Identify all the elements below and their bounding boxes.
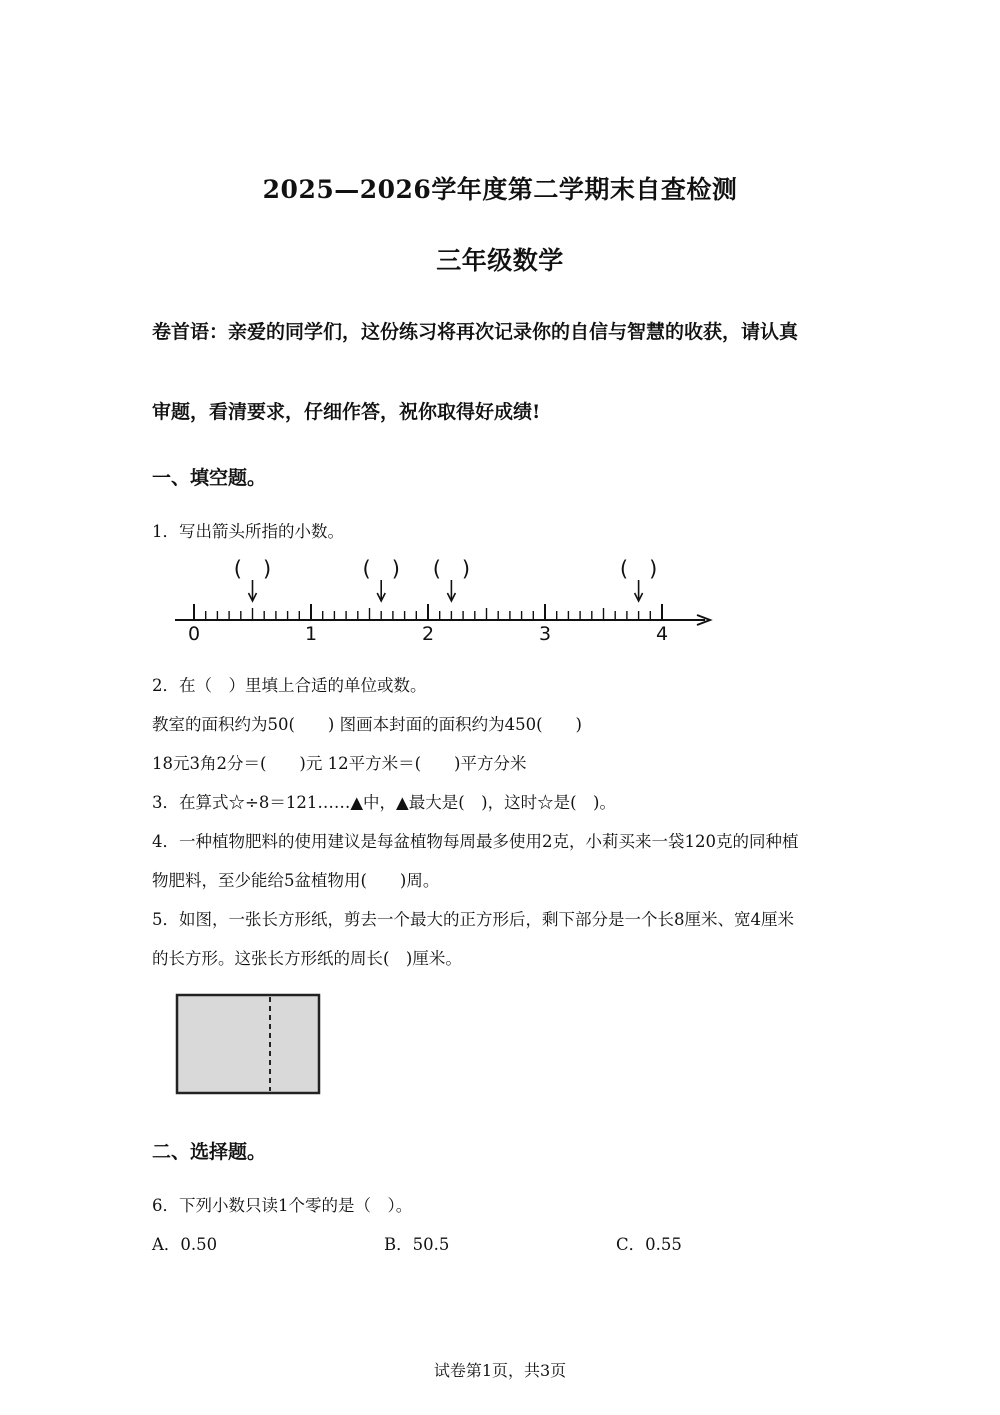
question-3: 3．在算式☆÷8＝121……▲中，▲最大是( )，这时☆是( )。	[152, 793, 616, 812]
rectangle-paper-figure	[175, 993, 325, 1098]
page-footer: 试卷第1页，共3页	[433, 1361, 567, 1380]
answer-blank[interactable]: ( )	[619, 557, 658, 581]
option-a[interactable]: A．0.50	[152, 1235, 218, 1254]
rectangle-paper	[177, 995, 319, 1093]
tick-label: 0	[187, 623, 201, 645]
question-2-line-2: 18元3角2分＝( )元 12平方米＝( )平方分米	[152, 754, 527, 773]
option-c[interactable]: C．0.55	[616, 1235, 682, 1254]
question-2: 2．在（ ）里填上合适的单位或数。	[152, 676, 427, 695]
tick-label: 1	[304, 623, 318, 645]
number-line-ticks	[194, 604, 662, 620]
intro-line-2: 审题，看清要求，仔细作答，祝你取得好成绩!	[152, 401, 541, 423]
tick-label: 3	[538, 623, 552, 645]
tick-label: 4	[655, 623, 669, 645]
question-1: 1．写出箭头所指的小数。	[152, 522, 344, 541]
question-6: 6．下列小数只读1个零的是（ ）。	[152, 1196, 413, 1215]
number-line-labels	[188, 623, 668, 645]
section-heading-multiple-choice: 二、选择题。	[152, 1141, 267, 1163]
answer-blank[interactable]: ( )	[432, 557, 471, 581]
answer-blank[interactable]: ( )	[233, 557, 272, 581]
page-subtitle: 三年级数学	[436, 246, 564, 275]
section-heading-fill-blank: 一、填空题。	[152, 467, 267, 489]
question-4-line-2: 物肥料，至少能给5盆植物用( )周。	[152, 871, 440, 890]
tick-label: 2	[421, 623, 435, 645]
page-title: 2025—2026学年度第二学期末自查检测	[262, 175, 738, 204]
intro-line-1: 卷首语：亲爱的同学们，这份练习将再次记录你的自信与智慧的收获，请认真	[152, 321, 799, 343]
answer-blank[interactable]: ( )	[362, 557, 400, 581]
number-line-arrows	[234, 557, 657, 601]
question-2-line-1: 教室的面积约为50( ) 图画本封面的面积约为450( )	[152, 715, 582, 734]
option-b[interactable]: B．50.5	[384, 1235, 450, 1254]
question-4-line-1: 4．一种植物肥料的使用建议是每盆植物每周最多使用2克，小莉买来一袋120克的同种植	[152, 832, 799, 851]
number-line-figure	[170, 555, 730, 645]
question-5-line-2: 的长方形。这张长方形纸的周长( )厘米。	[152, 949, 462, 968]
question-5-line-1: 5．如图，一张长方形纸，剪去一个最大的正方形后，剩下部分是一个长8厘米、宽4厘米	[152, 910, 794, 929]
